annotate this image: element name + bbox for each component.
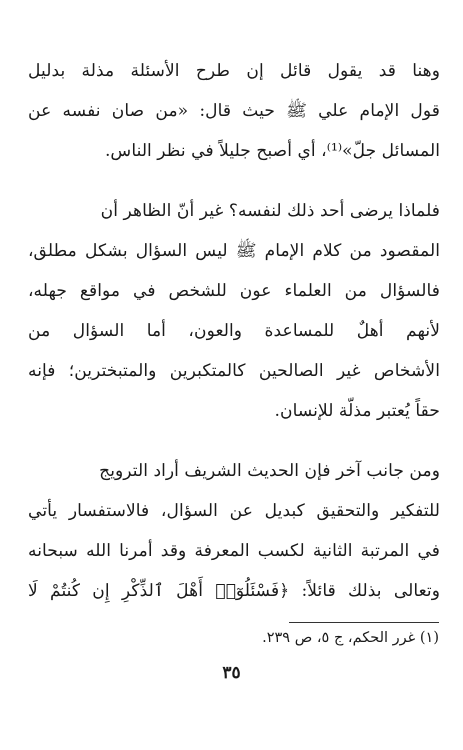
footnote-text: (١) غرر الحكم، ج ٥، ص ٢٣٩.	[262, 630, 439, 646]
paragraph-1-line-1: وهنا قد يقول قائل إن طرح الأسئلة مذلة بدليل	[28, 61, 440, 81]
paragraph-2-line-3: فالسؤال من العلماء عون للشخص في مواقع جهله،	[28, 281, 440, 301]
paragraph-2-line-1: فلماذا يرضى أحد ذلك لنفسه؟ غير أنّ الظاهر أن	[100, 201, 440, 221]
paragraph-3-line-3: في المرتبة الثانية لكسب المعرفة وقد أمرنا الله سبحانه	[28, 541, 440, 561]
paragraph-2-line-5: الأشخاص غير الصالحين كالمتكبرين والمتبخترين؛ فإنه	[28, 361, 440, 381]
page-number: ٣٥	[222, 663, 241, 683]
paragraph-1-line-3: المسائل جلّ»⁽¹⁾، أي أصبح جليلاً في نظر الناس.	[104, 141, 440, 161]
paragraph-2-line-6: حقاً يُعتبر مذلّة للإنسان.	[274, 401, 440, 421]
paragraph-2-line-2: المقصود من كلام الإمام ﷺ ليس السؤال بشكل مطلق،	[28, 241, 440, 261]
paragraph-2-line-4: لأنهم أهلٌ للمساعدة والعون، أما السؤال من	[28, 321, 440, 341]
paragraph-3-line-4: وتعالى بذلك قائلاً: ﴿فَسْئَلُوٓا۟ أَهْلَ ٱلذِّكْرِ إِن كُنتُمْ لَا	[28, 581, 440, 601]
paragraph-3-line-2: للتفكير والتحقيق كبديل عن السؤال، فالاستفسار يأتي	[28, 501, 440, 521]
paragraph-1-line-2: قول الإمام علي ﷺ حيث قال: «من صان نفسه عن	[28, 101, 440, 121]
footnote-divider	[289, 622, 439, 623]
paragraph-3-line-1: ومن جانب آخر فإن الحديث الشريف أراد الترويج	[99, 461, 440, 481]
